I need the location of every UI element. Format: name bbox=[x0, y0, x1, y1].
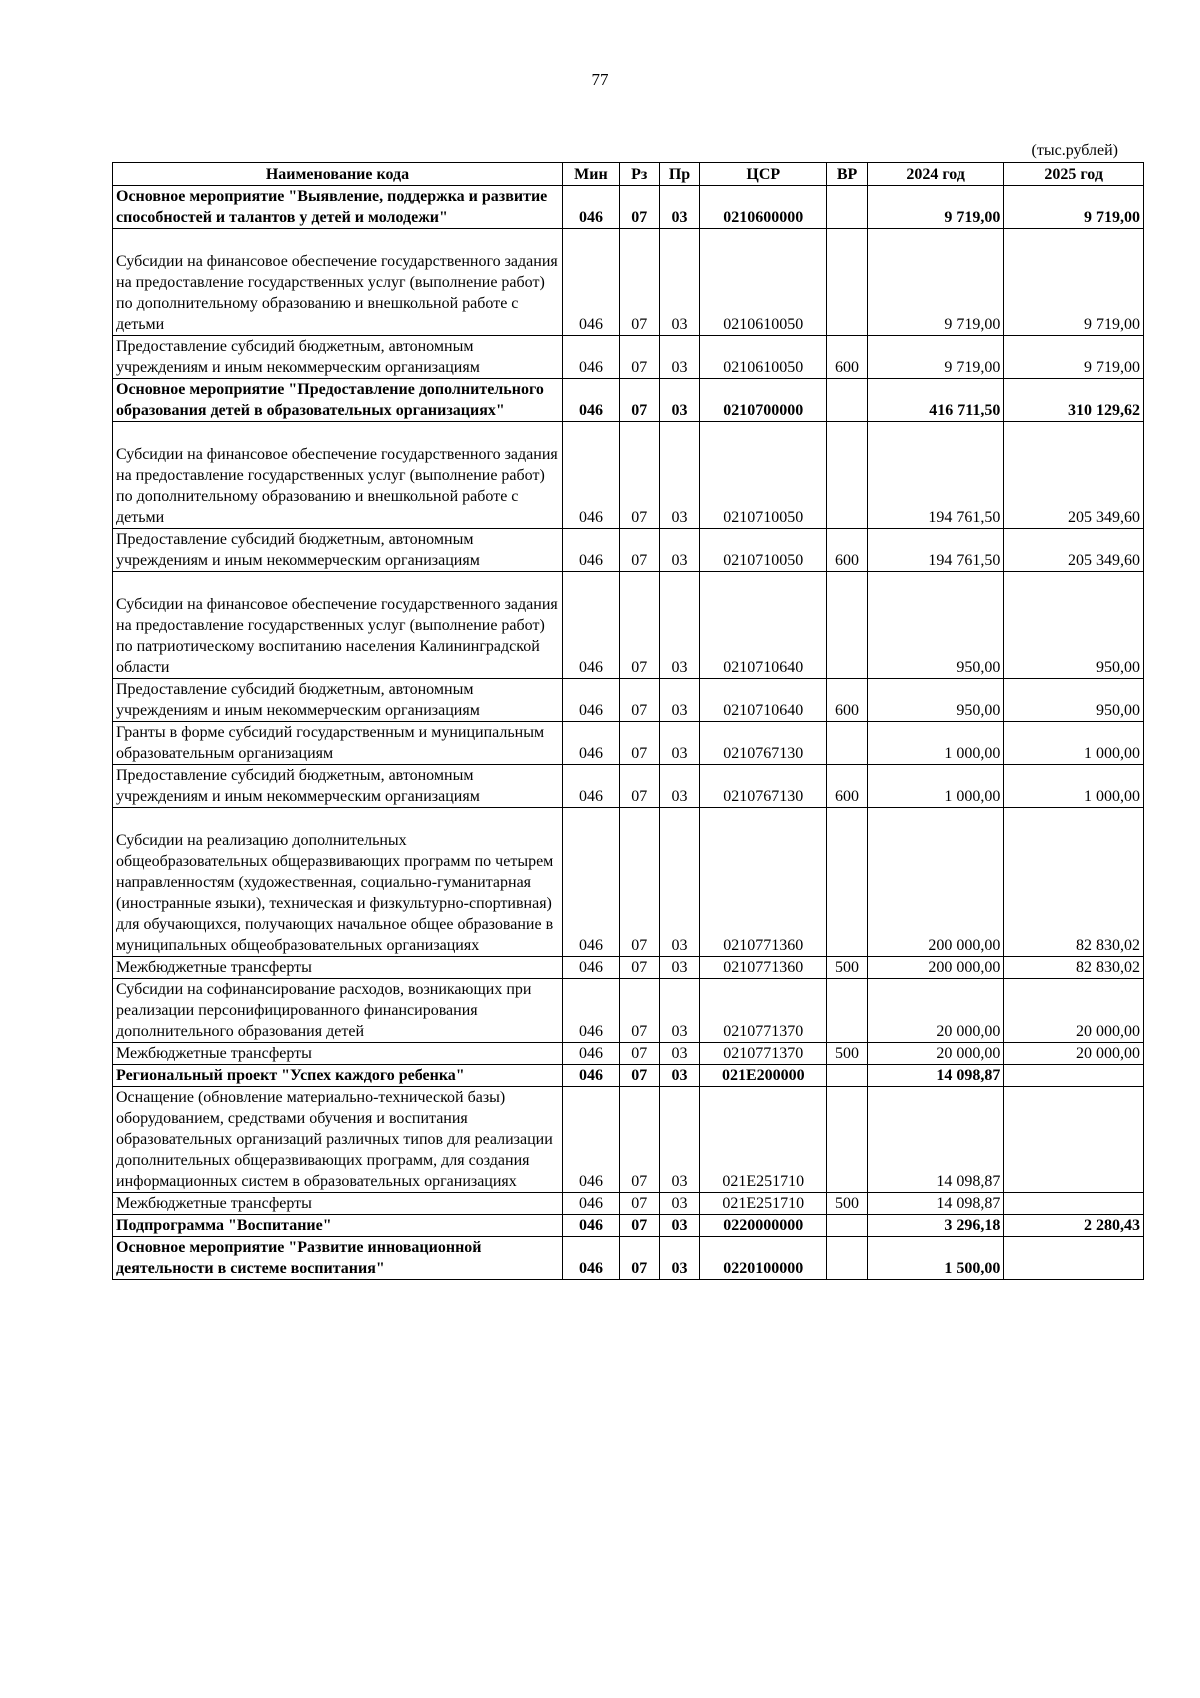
cell-2025: 1 000,00 bbox=[1004, 765, 1144, 808]
table-row bbox=[113, 808, 1144, 957]
cell-rz: 07 bbox=[619, 1087, 659, 1193]
cell-csr: 0210771360 bbox=[700, 957, 827, 979]
cell-rz: 07 bbox=[619, 379, 659, 422]
cell-pr: 03 bbox=[659, 957, 700, 979]
cell-2025 bbox=[1004, 1087, 1144, 1193]
table-row bbox=[113, 336, 1144, 379]
cell-name: Предоставление субсидий бюджетным, автономным учреждениям и иным некоммерческим организациям bbox=[113, 765, 563, 808]
cell-name: Субсидии на реализацию дополнительных общеобразовательных общеразвивающих программ по четырем направленностям (художественная, социально-гуманитарная (иностранные языки), техническая и физкультурно-спортивная) для обучающихся, получающих начальное общее образование в муниципальных общеобразовательных организациях bbox=[113, 808, 563, 957]
cell-vr bbox=[827, 422, 868, 529]
cell-2024: 200 000,00 bbox=[867, 808, 1003, 957]
cell-pr: 03 bbox=[659, 422, 700, 529]
cell-min: 046 bbox=[562, 765, 619, 808]
cell-2024: 416 711,50 bbox=[867, 379, 1003, 422]
cell-vr: 500 bbox=[827, 1193, 868, 1215]
cell-min: 046 bbox=[562, 1087, 619, 1193]
header-vr: ВР bbox=[827, 163, 868, 186]
cell-min: 046 bbox=[562, 529, 619, 572]
cell-min: 046 bbox=[562, 379, 619, 422]
cell-min: 046 bbox=[562, 979, 619, 1043]
cell-vr bbox=[827, 1237, 868, 1280]
table-row bbox=[113, 979, 1144, 1043]
cell-vr bbox=[827, 379, 868, 422]
cell-csr: 0210710050 bbox=[700, 422, 827, 529]
cell-2024: 194 761,50 bbox=[867, 422, 1003, 529]
cell-pr: 03 bbox=[659, 379, 700, 422]
cell-csr: 0210700000 bbox=[700, 379, 827, 422]
cell-2025: 20 000,00 bbox=[1004, 1043, 1144, 1065]
cell-2025: 9 719,00 bbox=[1004, 186, 1144, 229]
cell-2025: 205 349,60 bbox=[1004, 422, 1144, 529]
units-label: (тыс.рублей) bbox=[1031, 142, 1118, 159]
cell-name: Основное мероприятие "Развитие инновационной деятельности в системе воспитания" bbox=[113, 1237, 563, 1280]
cell-min: 046 bbox=[562, 336, 619, 379]
header-csr: ЦСР bbox=[700, 163, 827, 186]
table-row bbox=[113, 529, 1144, 572]
cell-2025: 310 129,62 bbox=[1004, 379, 1144, 422]
cell-pr: 03 bbox=[659, 679, 700, 722]
cell-pr: 03 bbox=[659, 336, 700, 379]
cell-name: Предоставление субсидий бюджетным, автономным учреждениям и иным некоммерческим организациям bbox=[113, 529, 563, 572]
cell-name: Межбюджетные трансферты bbox=[113, 1193, 563, 1215]
cell-rz: 07 bbox=[619, 808, 659, 957]
cell-csr: 0210710640 bbox=[700, 572, 827, 679]
cell-min: 046 bbox=[562, 572, 619, 679]
cell-rz: 07 bbox=[619, 765, 659, 808]
cell-csr: 0210767130 bbox=[700, 722, 827, 765]
cell-csr: 0220100000 bbox=[700, 1237, 827, 1280]
cell-min: 046 bbox=[562, 1043, 619, 1065]
table-row bbox=[113, 1237, 1144, 1280]
cell-2025: 205 349,60 bbox=[1004, 529, 1144, 572]
cell-rz: 07 bbox=[619, 957, 659, 979]
cell-2024: 200 000,00 bbox=[867, 957, 1003, 979]
cell-rz: 07 bbox=[619, 1193, 659, 1215]
header-min: Мин bbox=[562, 163, 619, 186]
cell-csr: 0210600000 bbox=[700, 186, 827, 229]
cell-csr: 0210710640 bbox=[700, 679, 827, 722]
cell-name: Субсидии на финансовое обеспечение государственного задания на предоставление государственных услуг (выполнение работ) по патриотическому воспитанию населения Калининградской области bbox=[113, 572, 563, 679]
cell-name: Субсидии на финансовое обеспечение государственного задания на предоставление государственных услуг (выполнение работ) по дополнительному образованию и внешкольной работе с детьми bbox=[113, 422, 563, 529]
cell-csr: 0210771360 bbox=[700, 808, 827, 957]
table-row bbox=[113, 1065, 1144, 1087]
cell-2024: 1 000,00 bbox=[867, 765, 1003, 808]
cell-rz: 07 bbox=[619, 722, 659, 765]
cell-2024: 1 500,00 bbox=[867, 1237, 1003, 1280]
cell-csr: 0210767130 bbox=[700, 765, 827, 808]
table-row bbox=[113, 957, 1144, 979]
cell-2025 bbox=[1004, 1065, 1144, 1087]
table-row bbox=[113, 379, 1144, 422]
cell-2024: 950,00 bbox=[867, 679, 1003, 722]
table-row bbox=[113, 1043, 1144, 1065]
cell-min: 046 bbox=[562, 1237, 619, 1280]
cell-vr bbox=[827, 572, 868, 679]
cell-csr: 0210610050 bbox=[700, 336, 827, 379]
cell-name: Субсидии на софинансирование расходов, возникающих при реализации персонифицированного финансирования дополнительного образования детей bbox=[113, 979, 563, 1043]
cell-pr: 03 bbox=[659, 1087, 700, 1193]
cell-rz: 07 bbox=[619, 1065, 659, 1087]
cell-2024: 9 719,00 bbox=[867, 229, 1003, 336]
cell-vr bbox=[827, 186, 868, 229]
cell-vr bbox=[827, 229, 868, 336]
cell-pr: 03 bbox=[659, 229, 700, 336]
cell-name: Субсидии на финансовое обеспечение государственного задания на предоставление государственных услуг (выполнение работ) по дополнительному образованию и внешкольной работе с детьми bbox=[113, 229, 563, 336]
cell-vr bbox=[827, 808, 868, 957]
cell-csr: 0210771370 bbox=[700, 1043, 827, 1065]
header-2024: 2024 год bbox=[867, 163, 1003, 186]
cell-csr: 021E251710 bbox=[700, 1193, 827, 1215]
cell-rz: 07 bbox=[619, 1215, 659, 1237]
cell-vr bbox=[827, 1065, 868, 1087]
cell-pr: 03 bbox=[659, 722, 700, 765]
cell-rz: 07 bbox=[619, 186, 659, 229]
cell-min: 046 bbox=[562, 679, 619, 722]
table-row bbox=[113, 422, 1144, 529]
cell-pr: 03 bbox=[659, 1215, 700, 1237]
cell-name: Основное мероприятие "Выявление, поддержка и развитие способностей и талантов у детей и молодежи" bbox=[113, 186, 563, 229]
cell-2025: 2 280,43 bbox=[1004, 1215, 1144, 1237]
cell-rz: 07 bbox=[619, 572, 659, 679]
header-name: Наименование кода bbox=[113, 163, 563, 186]
cell-2025 bbox=[1004, 1237, 1144, 1280]
cell-name: Предоставление субсидий бюджетным, автономным учреждениям и иным некоммерческим организациям bbox=[113, 336, 563, 379]
cell-2024: 9 719,00 bbox=[867, 336, 1003, 379]
cell-csr: 021E251710 bbox=[700, 1087, 827, 1193]
header-2025: 2025 год bbox=[1004, 163, 1144, 186]
table-row bbox=[113, 679, 1144, 722]
cell-2025: 950,00 bbox=[1004, 679, 1144, 722]
cell-name: Региональный проект "Успех каждого ребенка" bbox=[113, 1065, 563, 1087]
cell-2024: 14 098,87 bbox=[867, 1065, 1003, 1087]
table-body bbox=[113, 186, 1144, 1280]
cell-rz: 07 bbox=[619, 1043, 659, 1065]
cell-csr: 0210710050 bbox=[700, 529, 827, 572]
header-row bbox=[113, 163, 1144, 186]
cell-vr: 500 bbox=[827, 957, 868, 979]
cell-pr: 03 bbox=[659, 1237, 700, 1280]
cell-min: 046 bbox=[562, 1065, 619, 1087]
cell-2025: 82 830,02 bbox=[1004, 957, 1144, 979]
cell-rz: 07 bbox=[619, 679, 659, 722]
cell-2024: 20 000,00 bbox=[867, 979, 1003, 1043]
cell-pr: 03 bbox=[659, 808, 700, 957]
cell-min: 046 bbox=[562, 1215, 619, 1237]
cell-min: 046 bbox=[562, 808, 619, 957]
cell-rz: 07 bbox=[619, 229, 659, 336]
cell-pr: 03 bbox=[659, 979, 700, 1043]
table-row bbox=[113, 1193, 1144, 1215]
cell-2025 bbox=[1004, 1193, 1144, 1215]
cell-name: Гранты в форме субсидий государственным и муниципальным образовательным организациям bbox=[113, 722, 563, 765]
cell-2024: 950,00 bbox=[867, 572, 1003, 679]
cell-2024: 194 761,50 bbox=[867, 529, 1003, 572]
cell-2025: 9 719,00 bbox=[1004, 229, 1144, 336]
cell-min: 046 bbox=[562, 422, 619, 529]
cell-rz: 07 bbox=[619, 979, 659, 1043]
cell-csr: 0210610050 bbox=[700, 229, 827, 336]
table-row bbox=[113, 229, 1144, 336]
cell-csr: 0220000000 bbox=[700, 1215, 827, 1237]
cell-name: Основное мероприятие "Предоставление дополнительного образования детей в образовательных организациях" bbox=[113, 379, 563, 422]
cell-pr: 03 bbox=[659, 765, 700, 808]
cell-pr: 03 bbox=[659, 572, 700, 679]
cell-min: 046 bbox=[562, 1193, 619, 1215]
cell-vr bbox=[827, 979, 868, 1043]
header-rz: Рз bbox=[619, 163, 659, 186]
cell-pr: 03 bbox=[659, 1193, 700, 1215]
cell-vr: 600 bbox=[827, 765, 868, 808]
cell-rz: 07 bbox=[619, 422, 659, 529]
cell-min: 046 bbox=[562, 229, 619, 336]
cell-vr: 600 bbox=[827, 529, 868, 572]
table-row bbox=[113, 572, 1144, 679]
page-number: 77 bbox=[591, 70, 609, 89]
table-row bbox=[113, 186, 1144, 229]
cell-2025: 82 830,02 bbox=[1004, 808, 1144, 957]
cell-vr: 600 bbox=[827, 679, 868, 722]
cell-pr: 03 bbox=[659, 1065, 700, 1087]
cell-2024: 1 000,00 bbox=[867, 722, 1003, 765]
table-row bbox=[113, 765, 1144, 808]
cell-pr: 03 bbox=[659, 1043, 700, 1065]
cell-name: Предоставление субсидий бюджетным, автономным учреждениям и иным некоммерческим организациям bbox=[113, 679, 563, 722]
cell-2024: 3 296,18 bbox=[867, 1215, 1003, 1237]
cell-csr: 021E200000 bbox=[700, 1065, 827, 1087]
cell-vr bbox=[827, 722, 868, 765]
budget-table bbox=[112, 162, 1144, 1280]
cell-2025: 1 000,00 bbox=[1004, 722, 1144, 765]
cell-2025: 9 719,00 bbox=[1004, 336, 1144, 379]
cell-2024: 20 000,00 bbox=[867, 1043, 1003, 1065]
cell-2024: 14 098,87 bbox=[867, 1193, 1003, 1215]
cell-name: Подпрограмма "Воспитание" bbox=[113, 1215, 563, 1237]
cell-2025: 20 000,00 bbox=[1004, 979, 1144, 1043]
cell-pr: 03 bbox=[659, 529, 700, 572]
cell-vr bbox=[827, 1215, 868, 1237]
cell-name: Межбюджетные трансферты bbox=[113, 1043, 563, 1065]
cell-min: 046 bbox=[562, 186, 619, 229]
cell-vr bbox=[827, 1087, 868, 1193]
cell-name: Оснащение (обновление материально-технической базы) оборудованием, средствами обучения и воспитания образовательных организаций различных типов для реализации дополнительных общеразвивающих программ, для создания информационных систем в образовательных организациях bbox=[113, 1087, 563, 1193]
cell-csr: 0210771370 bbox=[700, 979, 827, 1043]
cell-pr: 03 bbox=[659, 186, 700, 229]
cell-2024: 14 098,87 bbox=[867, 1087, 1003, 1193]
table-row bbox=[113, 1215, 1144, 1237]
cell-vr: 500 bbox=[827, 1043, 868, 1065]
cell-vr: 600 bbox=[827, 336, 868, 379]
table-row bbox=[113, 1087, 1144, 1193]
header-pr: Пр bbox=[659, 163, 700, 186]
table-row bbox=[113, 722, 1144, 765]
cell-rz: 07 bbox=[619, 1237, 659, 1280]
cell-rz: 07 bbox=[619, 529, 659, 572]
cell-rz: 07 bbox=[619, 336, 659, 379]
cell-min: 046 bbox=[562, 957, 619, 979]
cell-min: 046 bbox=[562, 722, 619, 765]
cell-2025: 950,00 bbox=[1004, 572, 1144, 679]
cell-name: Межбюджетные трансферты bbox=[113, 957, 563, 979]
cell-2024: 9 719,00 bbox=[867, 186, 1003, 229]
